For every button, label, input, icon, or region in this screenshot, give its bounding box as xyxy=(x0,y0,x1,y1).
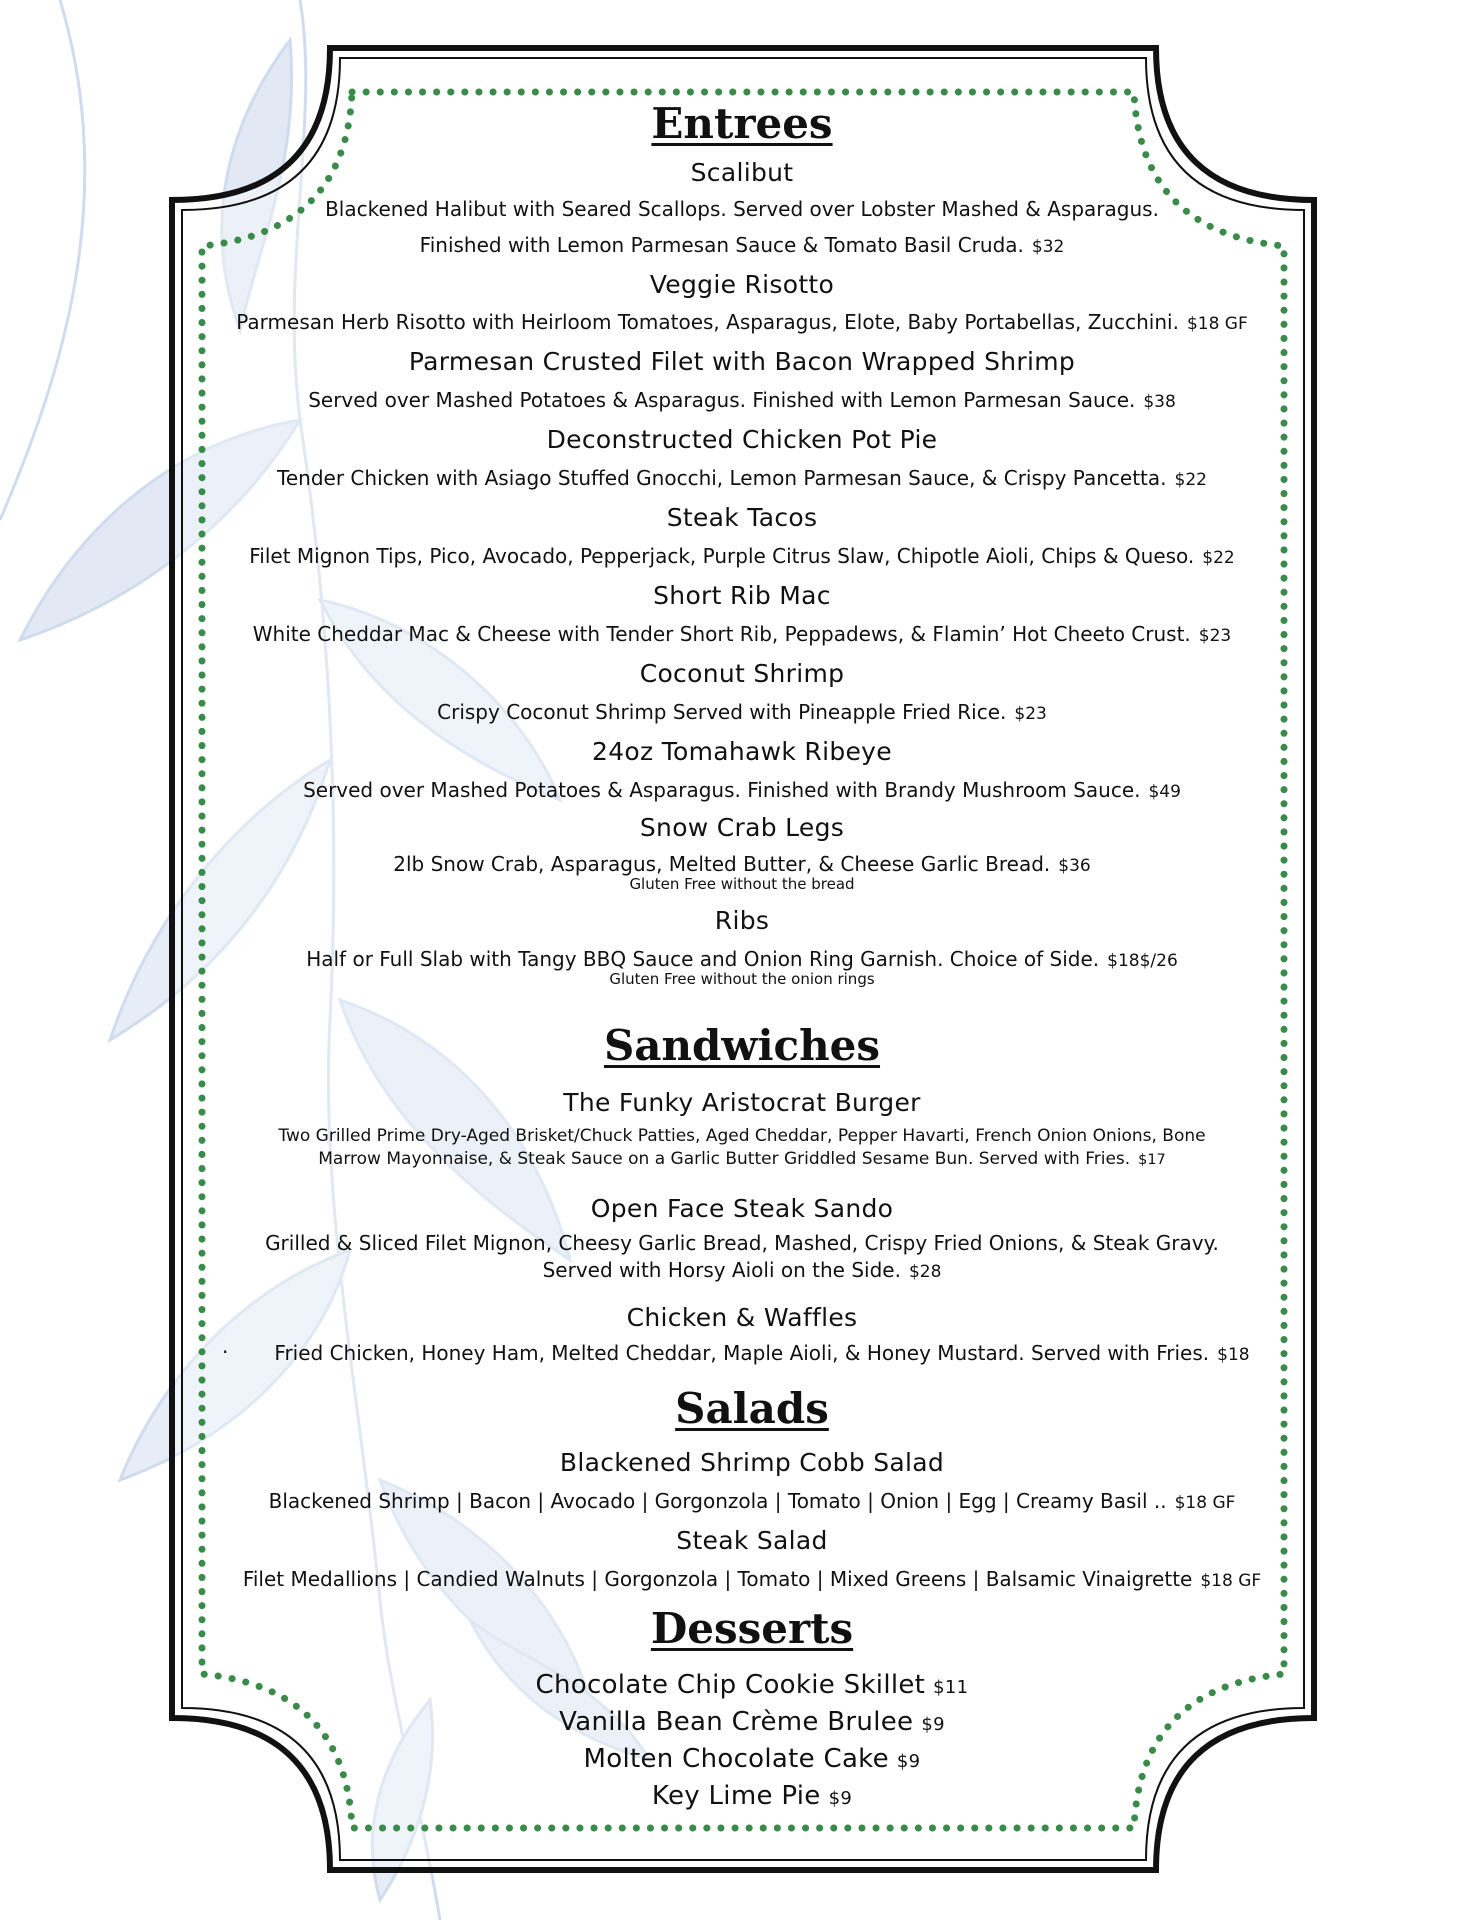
entree-desc: Blackened Halibut with Seared Scallops. Served over Lobster Mashed & Asparagus. xyxy=(325,197,1159,221)
price: $17 xyxy=(1138,1152,1166,1168)
price: $18 GF xyxy=(1174,1493,1236,1513)
entree-note: Gluten Free without the bread xyxy=(629,875,855,893)
price: $28 xyxy=(908,1262,942,1282)
entree-name: Coconut Shrimp xyxy=(639,659,845,688)
entree-name: Parmesan Crusted Filet with Bacon Wrapped Shrimp xyxy=(408,347,1076,376)
price: $36 xyxy=(1058,856,1091,876)
entree-name: Deconstructed Chicken Pot Pie xyxy=(546,425,938,454)
entree-name: Veggie Risotto xyxy=(649,270,835,299)
price: $32 xyxy=(1031,237,1065,257)
entree-desc: Served over Mashed Potatoes & Asparagus. Finished with Lemon Parmesan Sauce. $38 xyxy=(308,388,1176,412)
price: $22 xyxy=(1174,470,1207,490)
entree-desc: Crispy Coconut Shrimp Served with Pineapple Fried Rice. $23 xyxy=(437,700,1047,724)
entree-name: 24oz Tomahawk Ribeye xyxy=(592,737,892,766)
section-title-entrees: Entrees xyxy=(651,99,833,148)
salad-desc: Filet Medallions | Candied Walnuts | Gorgonzola | Tomato | Mixed Greens | Balsamic Vinaigrette $18 GF xyxy=(242,1567,1262,1591)
entree-desc: Tender Chicken with Asiago Stuffed Gnocchi, Lemon Parmesan Sauce, & Crispy Pancetta. $22 xyxy=(277,466,1207,490)
sandwich-name: Open Face Steak Sando xyxy=(590,1194,894,1223)
dessert-item: Chocolate Chip Cookie Skillet $11 xyxy=(535,1670,969,1700)
section-title-desserts: Desserts xyxy=(650,1604,854,1653)
sandwich-desc: Marrow Mayonnaise, & Steak Sauce on a Garlic Butter Griddled Sesame Bun. Served with Fries. $17 xyxy=(318,1149,1166,1169)
entree-name: Steak Tacos xyxy=(666,503,818,532)
entree-desc: 2lb Snow Crab, Asparagus, Melted Butter, & Cheese Garlic Bread. $36 xyxy=(393,852,1091,876)
entree-desc: Finished with Lemon Parmesan Sauce & Tomato Basil Cruda. $32 xyxy=(419,233,1065,257)
entree-name: Short Rib Mac xyxy=(653,581,831,610)
price: $9 xyxy=(828,1788,853,1809)
price: $11 xyxy=(933,1677,969,1698)
entree-desc: Half or Full Slab with Tangy BBQ Sauce and Onion Ring Garnish. Choice of Side. $18$/26 xyxy=(306,947,1178,971)
stray-dot: . xyxy=(222,1334,229,1358)
sandwich-desc: Fried Chicken, Honey Ham, Melted Cheddar, Maple Aioli, & Honey Mustard. Served with Fries. $18 xyxy=(274,1341,1250,1365)
price: $18$/26 xyxy=(1107,951,1178,971)
entree-note: Gluten Free without the onion rings xyxy=(609,970,875,988)
sandwich-desc: Two Grilled Prime Dry-Aged Brisket/Chuck Patties, Aged Cheddar, Pepper Havarti, French Onion Onions, Bone xyxy=(278,1126,1206,1146)
entree-name: Ribs xyxy=(714,906,770,935)
entree-name: Snow Crab Legs xyxy=(639,813,845,842)
salad-desc: Blackened Shrimp | Bacon | Avocado | Gorgonzola | Tomato | Onion | Egg | Creamy Basil .. $18 GF xyxy=(268,1489,1236,1513)
dessert-item: Molten Chocolate Cake $9 xyxy=(583,1744,921,1774)
price: $38 xyxy=(1143,392,1176,412)
sandwich-desc: Grilled & Sliced Filet Mignon, Cheesy Garlic Bread, Mashed, Crispy Fried Onions, & Steak Gravy. xyxy=(265,1231,1219,1255)
price: $18 xyxy=(1217,1345,1250,1365)
price: $18 GF xyxy=(1200,1571,1262,1591)
price: $9 xyxy=(921,1714,945,1735)
sandwich-name: Chicken & Waffles xyxy=(626,1303,858,1332)
salad-name: Blackened Shrimp Cobb Salad xyxy=(559,1448,945,1477)
sandwich-desc: Served with Horsy Aioli on the Side. $28 xyxy=(542,1258,942,1282)
price: $23 xyxy=(1014,704,1047,724)
dessert-item: Vanilla Bean Crème Brulee $9 xyxy=(559,1707,945,1737)
entree-desc: Served over Mashed Potatoes & Asparagus. Finished with Brandy Mushroom Sauce. $49 xyxy=(303,778,1181,802)
entree-name: Scalibut xyxy=(690,158,794,187)
section-title-salads: Salads xyxy=(675,1384,829,1433)
section-title-sandwiches: Sandwiches xyxy=(603,1021,881,1070)
entree-desc: Filet Mignon Tips, Pico, Avocado, Pepperjack, Purple Citrus Slaw, Chipotle Aioli, Chips & Queso. $22 xyxy=(249,544,1235,568)
price: $23 xyxy=(1198,626,1232,646)
price: $49 xyxy=(1148,782,1181,802)
price: $18 GF xyxy=(1186,314,1248,334)
entree-desc: White Cheddar Mac & Cheese with Tender Short Rib, Peppadews, & Flamin’ Hot Cheeto Crust. $23 xyxy=(252,622,1232,646)
entree-desc: Parmesan Herb Risotto with Heirloom Tomatoes, Asparagus, Elote, Baby Portabellas, Zucchini. $18 GF xyxy=(236,310,1248,334)
dessert-item: Key Lime Pie $9 xyxy=(651,1781,853,1811)
price: $22 xyxy=(1202,548,1235,568)
price: $9 xyxy=(896,1751,921,1772)
sandwich-name: The Funky Aristocrat Burger xyxy=(563,1088,921,1117)
salad-name: Steak Salad xyxy=(676,1526,828,1555)
